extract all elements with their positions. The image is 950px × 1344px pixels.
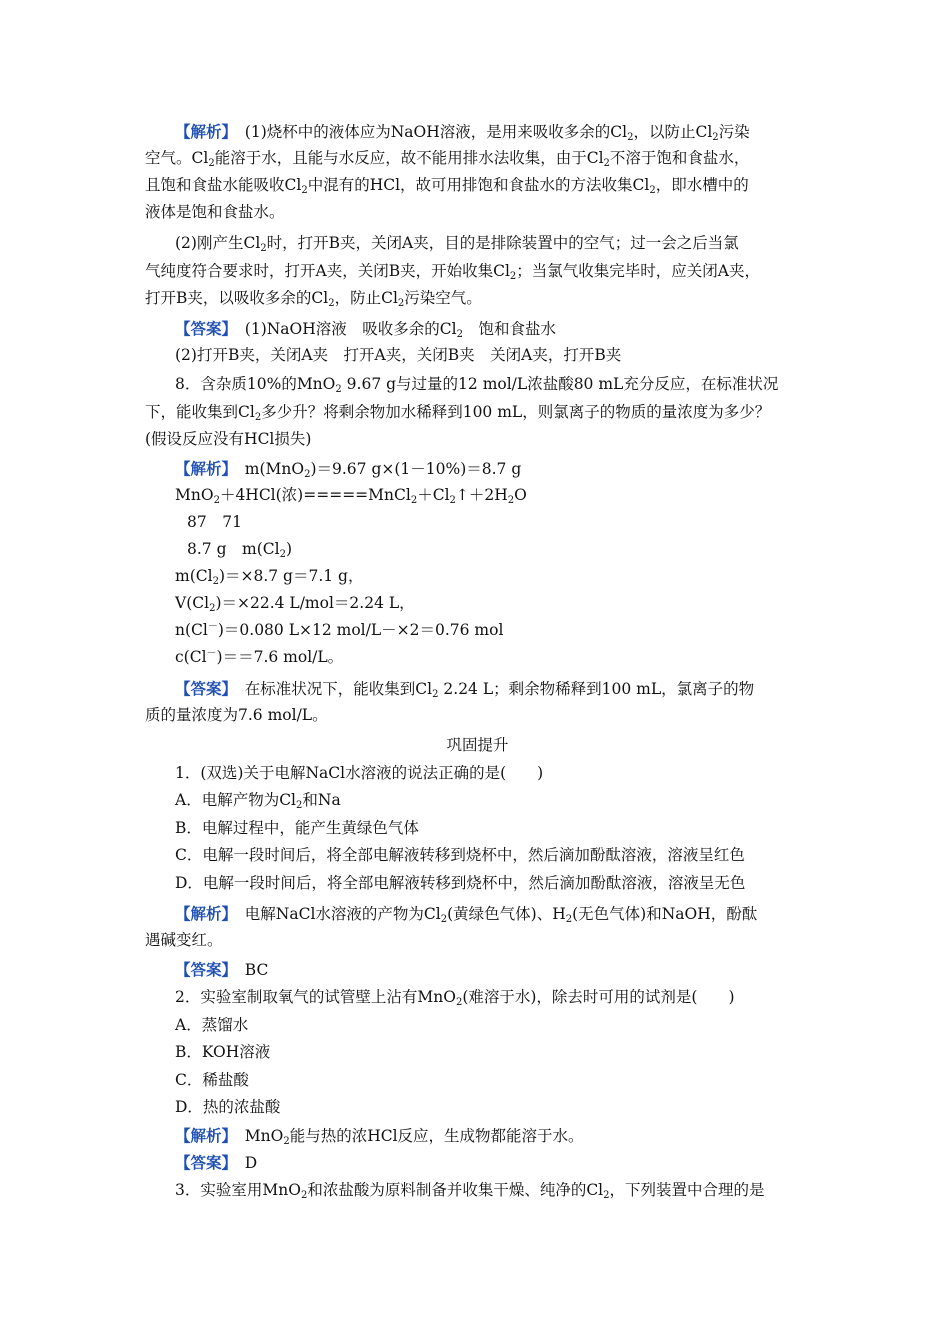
answer-line: 【答案】 (1)NaOH溶液 吸收多余的$Cl_2$ 饱和食盐水	[175, 319, 556, 340]
equation-line: n(Cl－)＝0.080 L×12 mol/L－×2＝0.76 mol	[175, 621, 504, 639]
answer-line: 【答案】 D	[175, 1153, 258, 1172]
analysis-line: 打开B夹，以吸收多余的$Cl_2$，防止$Cl_2$污染空气。	[145, 289, 482, 309]
analysis-line: 空气。$Cl_2$能溶于水，且能与水反应，故不能用排水法收集，由于$Cl_2$不溶于饱和食盐水，	[145, 149, 750, 169]
answer-line: 质的量浓度为7.6 mol/L。	[145, 706, 328, 724]
option-b: B．电解过程中，能产生黄绿色气体	[175, 819, 419, 837]
question-3-stem: 3．实验室用MnO$_2$和浓盐酸为原料制备并收集干燥、纯净的$Cl_2$，下列装置中合理的是	[175, 1181, 765, 1201]
option-d: D．电解一段时间后，将全部电解液转移到烧杯中，然后滴加酚酞溶液，溶液呈无色	[175, 874, 746, 892]
analysis-line: 且饱和食盐水能吸收$Cl_2$中混有的HCl，故可用排饱和食盐水的方法收集$Cl_2$，即水槽中的	[145, 176, 749, 196]
analysis-tag: 【解析】	[175, 122, 230, 141]
question-2-stem: 2．实验室制取氧气的试管壁上沾有MnO$_2$(难溶于水)，除去时可用的试剂是( )	[175, 988, 735, 1008]
question-8-stem: (假设反应没有HCl损失)	[145, 430, 312, 448]
analysis-tag: 【解析】	[175, 459, 230, 478]
question-1-stem: 1．(双选)关于电解NaCl水溶液的说法正确的是( )	[175, 764, 544, 782]
equation-line: MnO$_2$＋4HCl(浓)$=====MnCl_2+Cl_2↑+2H_2O$	[175, 486, 527, 506]
question-8-stem: 8．含杂质10%的MnO$_2$ 9.67 g与过量的12 mol/L浓盐酸80 mL充分反应，在标准状况	[175, 375, 779, 395]
option-c: C．电解一段时间后，将全部电解液转移到烧杯中，然后滴加酚酞溶液，溶液呈红色	[175, 846, 745, 864]
analysis-line: 液体是饱和食盐水。	[145, 203, 285, 221]
analysis-line: 【解析】 电解NaCl水溶液的产物为$Cl_2$(黄绿色气体)、$H_2$(无色气体)和NaOH，酚酞	[175, 904, 758, 925]
equation-line: $V(Cl_2)=\times 22.4$ L/mol＝2.24 L，	[175, 594, 415, 614]
option-c: C．稀盐酸	[175, 1071, 249, 1089]
option-d: D．热的浓盐酸	[175, 1098, 281, 1116]
option-a: A．蒸馏水	[175, 1016, 249, 1034]
analysis-tag: 【解析】	[175, 1126, 230, 1145]
analysis-line: 遇碱变红。	[145, 931, 223, 949]
answer-tag: 【答案】	[175, 319, 230, 338]
answer-tag: 【答案】	[175, 1153, 230, 1172]
equation-line: c(Cl－)＝＝7.6 mol/L。	[175, 648, 344, 666]
analysis-line: 气纯度符合要求时，打开A夹，关闭B夹，开始收集$Cl_2$；当氯气收集完毕时，应关闭A夹，	[145, 262, 760, 282]
answer-line: 【答案】 BC	[175, 960, 269, 979]
answer-line: 【答案】 在标准状况下，能收集到$Cl_2$ 2.24 L；剩余物稀释到100 mL，氯离子的物	[175, 679, 755, 700]
analysis-line: 【解析】 (1)烧杯中的液体应为NaOH溶液，是用来吸收多余的$Cl_2$，以防止$Cl_2$污染	[175, 122, 750, 143]
analysis-tag: 【解析】	[175, 904, 230, 923]
option-a: A．电解产物为$Cl_2$和Na	[175, 791, 341, 811]
equation-line: 8.7 g $m(Cl_2)$	[187, 540, 292, 560]
analysis-line: (2)刚产生$Cl_2$时，打开B夹，关闭A夹，目的是排除装置中的空气；过一会之后当氯	[175, 234, 739, 254]
equation-line: $m(Cl_2)=\times 8.7$ g＝7.1 g，	[175, 567, 364, 587]
question-8-stem: 下，能收集到$Cl_2$多少升？将剩余物加水稀释到100 mL，则氯离子的物质的量浓度为多少？	[145, 403, 771, 423]
option-b: B．KOH溶液	[175, 1043, 271, 1061]
answer-tag: 【答案】	[175, 679, 230, 698]
equation-line: 87 71	[187, 513, 242, 531]
answer-tag: 【答案】	[175, 960, 230, 979]
section-title: 巩固提升	[446, 736, 509, 754]
analysis-line: 【解析】 MnO$_2$能与热的浓HCl反应，生成物都能溶于水。	[175, 1126, 584, 1147]
analysis-line: 【解析】 m(MnO$_2$)＝9.67 g×(1－10%)＝8.7 g	[175, 459, 522, 480]
answer-line: (2)打开B夹，关闭A夹 打开A夹，关闭B夹 关闭A夹，打开B夹	[175, 346, 622, 364]
